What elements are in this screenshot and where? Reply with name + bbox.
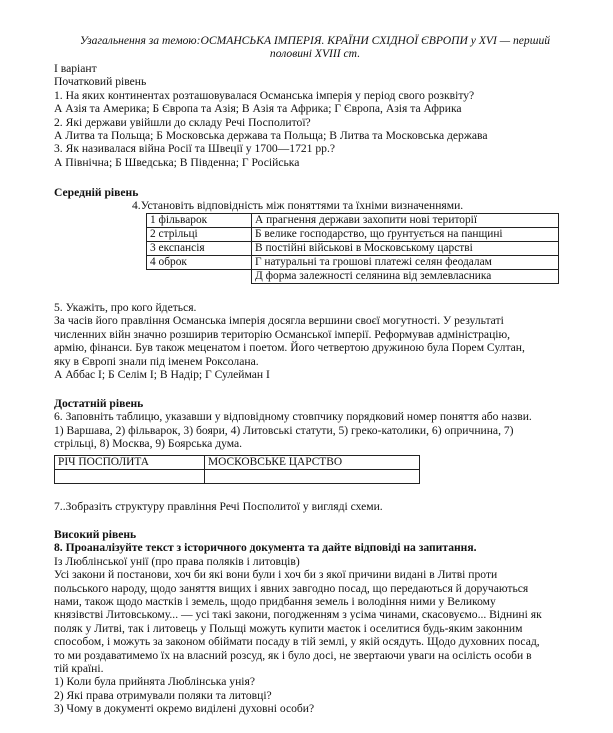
document-text-line: тій країні.: [54, 661, 104, 675]
task-5-text-line: численних війн значно розширив територію Османської імперії. Реформував адміністрацію,: [54, 327, 511, 341]
sufficient-level-section: [54, 397, 594, 451]
document-text-line: то ми роздаватимемо їх на власний розсуд, як і було досі, не звертаючи уваги на осілість особи в: [54, 648, 532, 662]
initial-level-section: [54, 62, 594, 169]
task-8: 8. Проаналізуйте текст з історичного документа та дайте відповіді на запитання.: [54, 541, 477, 555]
task-7: 7..Зобразіть структуру правління Речі Посполитої у вигляді схеми.: [54, 500, 383, 513]
high-level-heading: Високий рівень: [54, 528, 137, 541]
task-5-text-line: За часів його правління Османська імперія досягла вершини своєї могутності. У результаті: [54, 314, 504, 328]
document-source: Із Люблінської унії (про права поляків і литовців): [54, 554, 300, 568]
concept-cell: [147, 270, 252, 284]
question-1: 1. На яких континентах розташовувалася Османська імперія у період свого розквіту?: [54, 88, 475, 102]
document-text-line: Усі закони й постанови, хоч би які вони були і хоч би з якої причини видані в Литві проти: [54, 568, 498, 582]
table-row: [147, 256, 559, 270]
question-8-2: 2) Які права отримували поляки та литовці?: [54, 688, 272, 702]
task-6: 6. Заповніть таблицю, указавши у відповідному стовпчику порядковий номер поняття або назви.: [54, 410, 532, 424]
question-1-options: А Азія та Америка; Б Європа та Азія; В Азія та Африка; Г Європа, Азія та Африка: [54, 102, 462, 116]
task-5-text-line: армію, фінанси. Був також меценатом і поетом. Його четвертою дружиною була Порем Султан,: [54, 341, 525, 355]
table-header-row: [55, 456, 420, 470]
question-3: 3. Як називалася війна Росії та Швеції у 1700—1721 рр.?: [54, 142, 335, 156]
question-8-3: 3) Чому в документі окремо виділені духовні особи?: [54, 702, 315, 716]
document-text-line: способом, і можуть за законом обіймати посаду в тій землі, у якій осядуть. Щодо духовних посад,: [54, 635, 540, 649]
task-5: 5. Укажіть, про кого йдеться.: [54, 301, 197, 314]
definition-cell: А прагнення держави захопити нові території: [252, 214, 559, 228]
sufficient-level-heading: Достатній рівень: [54, 397, 144, 410]
concept-cell: 4 оброк: [147, 256, 252, 270]
task-5-section: [54, 301, 594, 381]
fill-table: [54, 455, 420, 484]
definition-cell: Д форма залежності селянина від землевласника: [252, 270, 559, 284]
header-rich-pospolyta: РІЧ ПОСПОЛИТА: [55, 456, 205, 470]
answer-cell[interactable]: [55, 470, 205, 484]
concept-cell: 2 стрільці: [147, 228, 252, 242]
high-level-section: [54, 528, 594, 715]
document-text-line: польського народу, щодо заняття вищих і явних завгодно посад, що передаються й доручаються: [54, 581, 529, 595]
definition-cell: В постійні військові в Московському царстві: [252, 242, 559, 256]
header-moscow-tsardom: МОСКОВСЬКЕ ЦАРСТВО: [205, 456, 420, 470]
worksheet-title: [60, 34, 570, 60]
initial-level-heading: Початковий рівень: [54, 75, 147, 89]
document-text-line: поляк у Литві, так і литовець у Польщі можуть купити маєток і оселитися будь-яким законним: [54, 621, 523, 635]
definition-cell: Г натуральні та грошові платежі селян феодалам: [252, 256, 559, 270]
table-row: [147, 242, 559, 256]
title-line-1: Узагальнення за темою:ОСМАНСЬКА ІМПЕРІЯ. КРАЇНИ СХІДНОЇ ЄВРОПИ у XVI — перший: [79, 34, 551, 47]
document-text-line: нами, також щодо мастків і земель, щодо придбання земель і володіння ними у Великому: [54, 594, 496, 608]
table-row: [147, 270, 559, 284]
concept-cell: 1 фільварок: [147, 214, 252, 228]
concept-cell: 3 експансія: [147, 242, 252, 256]
title-line-2: половині XVIII ст.: [269, 47, 361, 60]
task-5-options: А Аббас І; Б Селім І; В Надір; Г Сулейман І: [54, 367, 270, 381]
task-4: 4.Установіть відповідність між поняттями та їхніми визначеннями.: [132, 199, 464, 213]
answer-cell[interactable]: [205, 470, 420, 484]
question-3-options: А Північна; Б Шведська; В Південна; Г Російська: [54, 155, 300, 169]
middle-level-heading: Середній рівень: [54, 186, 139, 199]
table-row: [147, 214, 559, 228]
question-2-options: А Литва та Польща; Б Московська держава та Польща; В Литва та Московська держава: [54, 128, 488, 142]
task-5-text-line: яку в Європі знали під іменем Роксолана.: [54, 354, 259, 368]
task-6-list: стрільці, 8) Москва, 9) Боярська дума.: [54, 437, 243, 451]
variant-label: І варіант: [54, 62, 97, 75]
question-2: 2. Які держави увійшли до складу Речі Посполитої?: [54, 115, 311, 129]
table-row: [55, 470, 420, 484]
definition-cell: Б велике господарство, що ґрунтується на панщині: [252, 228, 559, 242]
task-7-section: [54, 500, 594, 513]
matching-table: [146, 213, 559, 284]
task-6-list: 1) Варшава, 2) фільварок, 3) бояри, 4) Литовські статути, 5) греко-католики, 6) опричнина, 7): [54, 423, 514, 437]
table-row: [147, 228, 559, 242]
question-8-1: 1) Коли була прийнята Люблінська унія?: [54, 675, 255, 689]
document-text-line: князівстві Литовському... — усі такі закони, погодженням з усіма чинами, скасовуємо... Віднині як: [54, 608, 542, 622]
middle-level-section: [54, 186, 594, 213]
